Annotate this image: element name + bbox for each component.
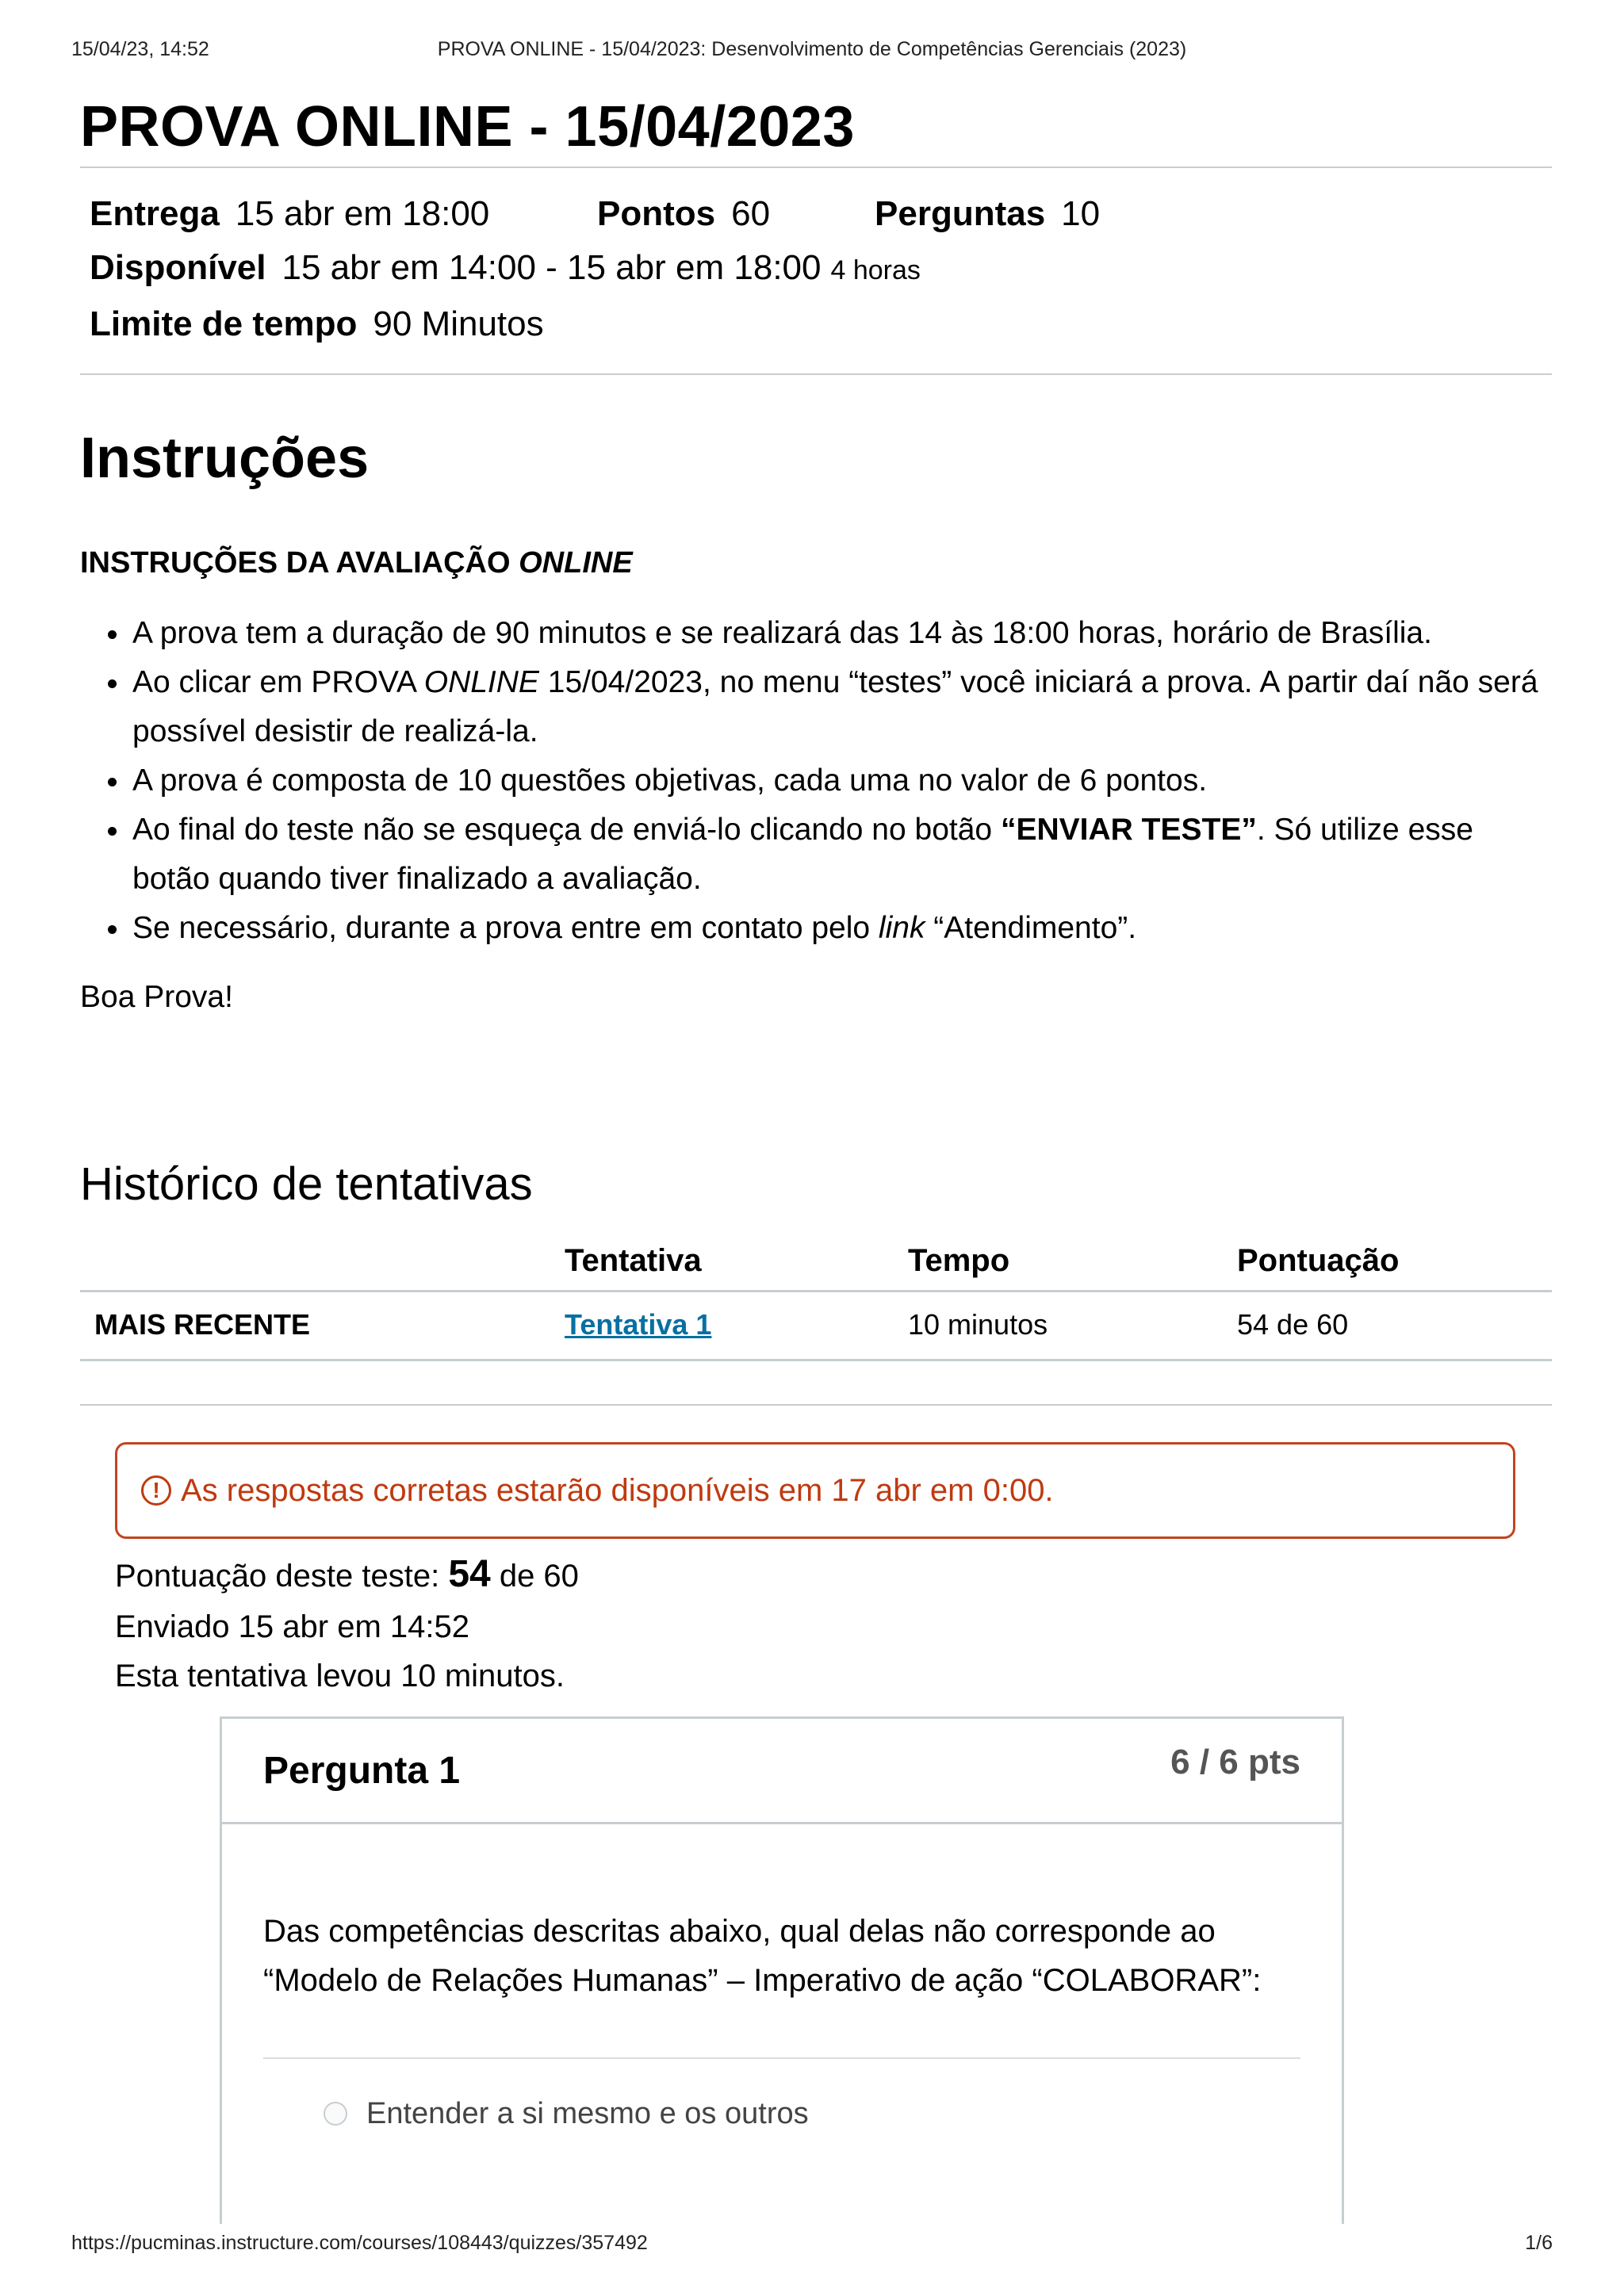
attempt-link[interactable]: Tentativa 1 <box>565 1308 712 1341</box>
disponivel-value: 15 abr em 14:00 - 15 abr em 18:00 <box>282 248 822 287</box>
history-heading: Histórico de tentativas <box>80 1158 533 1210</box>
page-title: PROVA ONLINE - 15/04/2023 <box>80 95 855 159</box>
question-points: 6 / 6 pts <box>1170 1743 1300 1781</box>
list-item: • Ao final do teste não se esqueça de enviá-lo clicando no botão “ENVIAR TESTE”. Só utilize esse botão quando tiver finalizado a avaliação. <box>131 806 1552 904</box>
question-header <box>222 1719 1342 1824</box>
sent-time: Enviado 15 abr em 14:52 <box>115 1609 469 1644</box>
score-line: Pontuação deste teste: 54 de 60 <box>115 1553 579 1595</box>
column-header: Tempo <box>894 1243 1223 1292</box>
instructions-heading: Instruções <box>80 427 370 490</box>
radio-button <box>324 2102 347 2126</box>
main-content <box>80 87 1552 2224</box>
divider <box>263 2057 1300 2059</box>
print-title: PROVA ONLINE - 15/04/2023: Desenvolvimento de Competências Gerenciais (2023) <box>437 38 1187 60</box>
question-text: Das competências descritas abaixo, qual delas não corresponde ao “Modelo de Relações Humanas” – Imperativo de ação “COLABORAR”: <box>263 1914 1262 1998</box>
limite-label: Limite de tempo <box>90 304 358 343</box>
quiz-details <box>80 168 1552 373</box>
list-item: • Se necessário, durante a prova entre em contato pelo link “Atendimento”. <box>131 904 1552 953</box>
question-body <box>222 1824 1342 2138</box>
entrega-label: Entrega <box>90 194 220 233</box>
instructions-list <box>80 609 1552 953</box>
table-header-row <box>80 1243 1552 1292</box>
perguntas-label: Perguntas <box>875 194 1046 233</box>
entrega-value: 15 abr em 18:00 <box>235 194 490 233</box>
answer-option <box>324 2089 1300 2138</box>
alert-text: As respostas corretas estarão disponíveis em 17 abr em 0:00. <box>181 1472 1054 1508</box>
attempt-score: 54 de 60 <box>1223 1292 1552 1360</box>
warning-icon: ! <box>141 1475 171 1506</box>
print-date: 15/04/23, 14:52 <box>71 38 209 60</box>
attempt-duration: Esta tentativa levou 10 minutos. <box>115 1659 565 1693</box>
divider <box>80 373 1552 375</box>
list-item: • Ao clicar em PROVA ONLINE 15/04/2023, no menu “testes” você iniciará a prova. A partir daí não será possível desistir de realizá-la. <box>131 658 1552 756</box>
submission-summary <box>115 1442 1515 1701</box>
disponivel-label: Disponível <box>90 248 266 287</box>
column-header: Tentativa <box>550 1243 894 1292</box>
divider <box>80 1404 1552 1406</box>
correct-answers-alert <box>115 1442 1515 1539</box>
perguntas-value: 10 <box>1061 194 1101 233</box>
page-number: 1/6 <box>1525 2232 1553 2254</box>
list-item: • A prova é composta de 10 questões objetivas, cada uma no valor de 6 pontos. <box>131 756 1552 806</box>
question-card <box>220 1716 1344 2224</box>
latest-label: MAIS RECENTE <box>80 1292 550 1360</box>
pontos-label: Pontos <box>597 194 716 233</box>
question-title: Pergunta 1 <box>263 1750 461 1792</box>
column-header <box>80 1243 550 1292</box>
list-item: • A prova tem a duração de 90 minutos e se realizará das 14 às 18:00 horas, horário de Brasília. <box>131 609 1552 658</box>
closing-text: Boa Prova! <box>80 980 233 1014</box>
page-url: https://pucminas.instructure.com/courses/108443/quizzes/357492 <box>71 2232 648 2254</box>
disponivel-extra: 4 horas <box>830 255 921 285</box>
score-value: 54 <box>448 1553 491 1595</box>
answer-label: Entender a si mesmo e os outros <box>366 2097 809 2130</box>
table-row <box>80 1292 1552 1360</box>
pontos-value: 60 <box>731 194 771 233</box>
instructions-subheading: INSTRUÇÕES DA AVALIAÇÃO ONLINE <box>80 546 633 580</box>
column-header: Pontuação <box>1223 1243 1552 1292</box>
attempt-time: 10 minutos <box>894 1292 1223 1360</box>
limite-value: 90 Minutos <box>373 304 544 343</box>
attempts-table <box>80 1243 1552 1361</box>
